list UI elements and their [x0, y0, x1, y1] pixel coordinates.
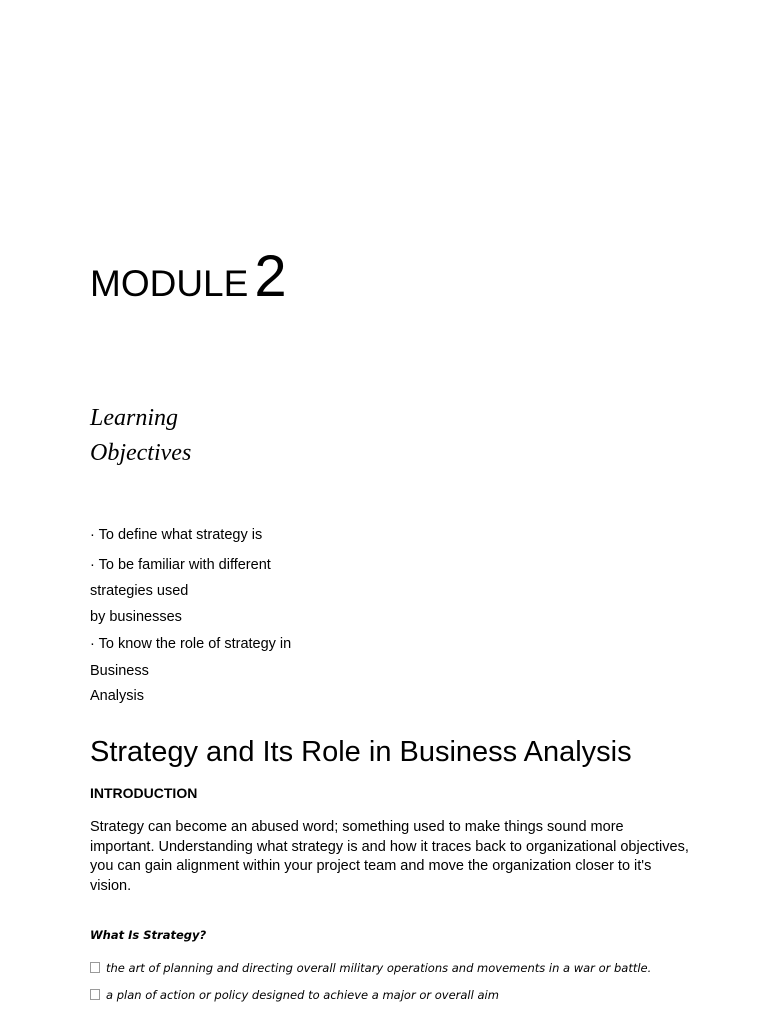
objective-line: strategies used: [90, 583, 189, 599]
definition-item: [90, 988, 499, 1002]
definition-item: [90, 961, 651, 975]
bullet-box-icon: [90, 989, 100, 1000]
definition-text: the art of planning and directing overall military operations and movements in a war or battle.: [106, 961, 652, 975]
intro-heading: INTRODUCTION: [90, 785, 198, 801]
objective-line: · To define what strategy is: [90, 527, 263, 543]
objectives-heading-line-1: Learning: [90, 405, 179, 431]
module-number: 2: [254, 244, 287, 309]
objective-line: · To know the role of strategy in: [90, 636, 292, 652]
objective-line: Business: [90, 663, 149, 679]
section-title: Strategy and Its Role in Business Analysis: [90, 736, 632, 768]
objectives-heading-line-2: Objectives: [90, 440, 192, 466]
intro-paragraph: Strategy can become an abused word; something used to make things sound more important. Understanding what strategy is and how it traces back to organizational objectives, you can gain alignment within your project team and move the organization closer to it's vision.: [90, 819, 689, 894]
objective-line: by businesses: [90, 609, 182, 625]
module-title: [90, 243, 287, 310]
bullet-box-icon: [90, 962, 100, 973]
objective-line: · To be familiar with different: [90, 557, 271, 573]
objectives-heading: [90, 401, 191, 471]
objective-line: Analysis: [90, 688, 144, 704]
definition-text: a plan of action or policy designed to achieve a major or overall aim: [106, 988, 499, 1002]
definitions-heading: What Is Strategy?: [90, 928, 207, 942]
module-word: MODULE: [90, 263, 249, 304]
